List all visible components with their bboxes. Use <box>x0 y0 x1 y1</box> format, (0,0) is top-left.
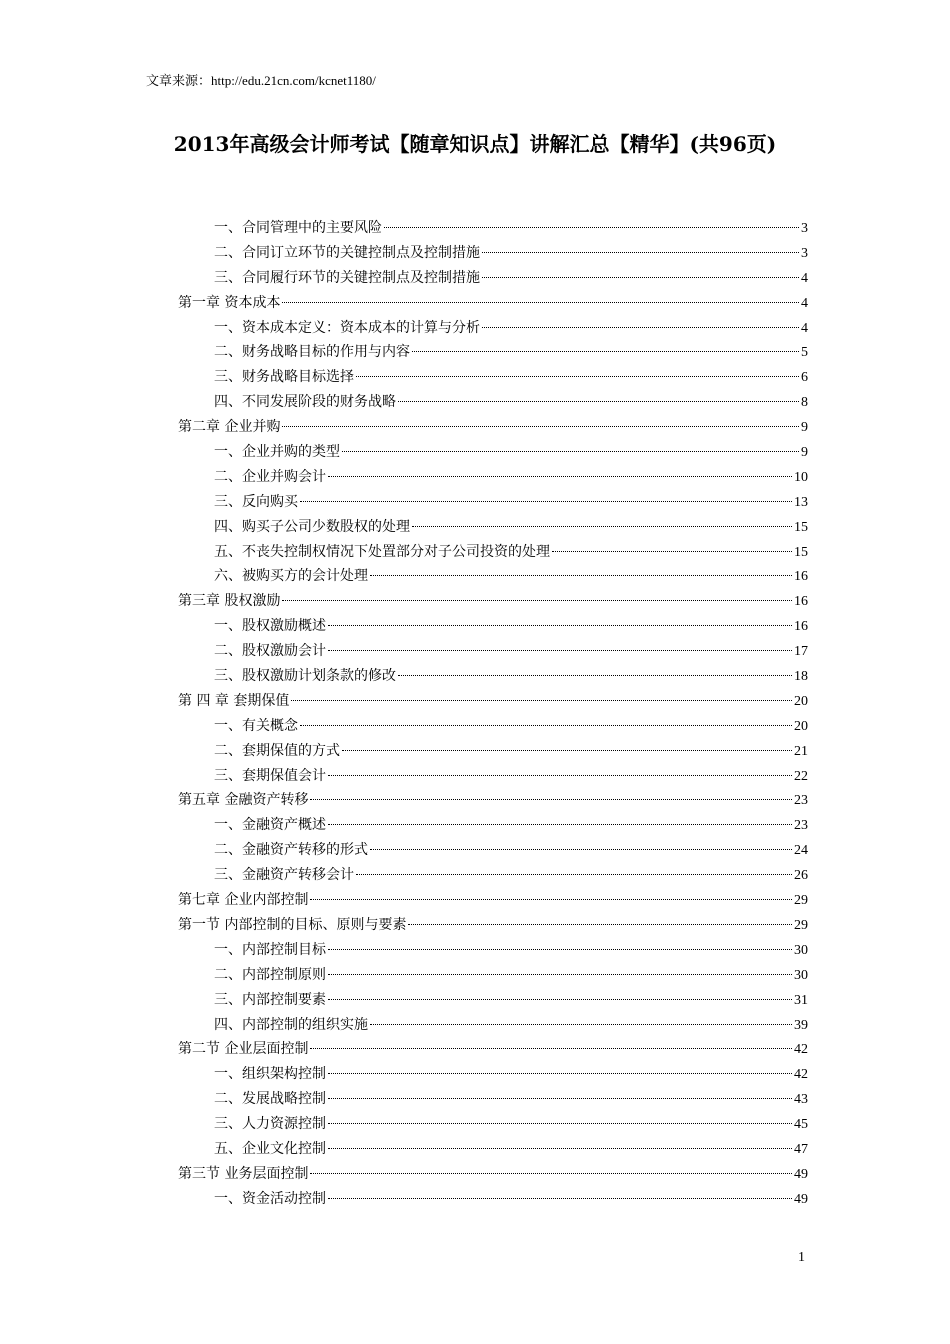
toc-entry-title: 第一章 资本成本 <box>178 294 281 311</box>
toc-dot-leader <box>282 600 792 601</box>
toc-entry[interactable] <box>178 589 808 614</box>
toc-entry-title: 第三章 股权激励 <box>178 593 281 610</box>
toc-entry-page: 5 <box>801 345 808 361</box>
toc-entry[interactable] <box>178 639 808 664</box>
toc-entry[interactable] <box>178 614 808 639</box>
toc-entry[interactable] <box>178 291 808 316</box>
toc-entry-page: 45 <box>794 1117 808 1133</box>
toc-entry-title: 第 四 章 套期保值 <box>178 692 290 709</box>
toc-dot-leader <box>328 476 792 477</box>
toc-entry-title: 三、人力资源控制 <box>214 1116 326 1133</box>
toc-entry-title: 六、被购买方的会计处理 <box>214 568 368 585</box>
toc-entry-title: 二、企业并购会计 <box>214 468 326 485</box>
toc-entry[interactable] <box>178 515 808 540</box>
toc-entry-page: 49 <box>794 1166 808 1182</box>
toc-entry-page: 49 <box>794 1191 808 1207</box>
toc-entry[interactable] <box>178 1137 808 1162</box>
toc-entry[interactable] <box>178 913 808 938</box>
toc-entry-title: 二、内部控制原则 <box>214 966 326 983</box>
toc-entry[interactable] <box>178 838 808 863</box>
toc-entry-page: 42 <box>794 1042 808 1058</box>
toc-dot-leader <box>328 824 792 825</box>
toc-dot-leader <box>310 899 792 900</box>
toc-dot-leader <box>328 1073 792 1074</box>
toc-entry-title: 三、套期保值会计 <box>214 767 326 784</box>
toc-entry[interactable] <box>178 241 808 266</box>
toc-entry-title: 四、内部控制的组织实施 <box>214 1016 368 1033</box>
toc-dot-leader <box>328 625 792 626</box>
toc-entry[interactable] <box>178 1162 808 1187</box>
toc-entry-title: 五、企业文化控制 <box>214 1140 326 1157</box>
toc-entry[interactable] <box>178 813 808 838</box>
toc-entry-page: 13 <box>794 494 808 510</box>
toc-entry-page: 43 <box>794 1092 808 1108</box>
toc-dot-leader <box>412 526 792 527</box>
toc-entry[interactable] <box>178 764 808 789</box>
toc-entry[interactable] <box>178 664 808 689</box>
toc-entry[interactable] <box>178 490 808 515</box>
toc-entry-title: 二、合同订立环节的关键控制点及控制措施 <box>214 244 480 261</box>
toc-dot-leader <box>408 924 792 925</box>
toc-entry-page: 39 <box>794 1017 808 1033</box>
toc-entry[interactable] <box>178 340 808 365</box>
toc-dot-leader <box>398 675 792 676</box>
toc-entry-title: 一、股权激励概述 <box>214 618 326 635</box>
toc-dot-leader <box>552 551 792 552</box>
toc-entry-page: 16 <box>794 619 808 635</box>
toc-dot-leader <box>310 1048 792 1049</box>
toc-dot-leader <box>482 252 799 253</box>
toc-entry-title: 三、金融资产转移会计 <box>214 867 354 884</box>
toc-entry-page: 15 <box>794 544 808 560</box>
toc-dot-leader <box>342 750 792 751</box>
toc-dot-leader <box>370 575 792 576</box>
toc-entry-title: 一、企业并购的类型 <box>214 444 340 461</box>
toc-entry-page: 20 <box>794 693 808 709</box>
toc-entry-page: 16 <box>794 594 808 610</box>
toc-entry[interactable] <box>178 1112 808 1137</box>
toc-entry-page: 8 <box>801 395 808 411</box>
toc-entry[interactable] <box>178 465 808 490</box>
toc-entry-title: 三、内部控制要素 <box>214 991 326 1008</box>
toc-entry-title: 二、金融资产转移的形式 <box>214 842 368 859</box>
toc-entry-title: 第二节 企业层面控制 <box>178 1041 309 1058</box>
toc-entry-title: 五、不丧失控制权情况下处置部分对子公司投资的处理 <box>214 543 550 560</box>
toc-entry-page: 17 <box>794 644 808 660</box>
toc-entry-title: 二、发展战略控制 <box>214 1091 326 1108</box>
toc-dot-leader <box>300 501 792 502</box>
toc-entry[interactable] <box>178 1087 808 1112</box>
toc-entry-page: 15 <box>794 519 808 535</box>
toc-dot-leader <box>356 376 799 377</box>
toc-dot-leader <box>398 401 799 402</box>
toc-entry-title: 二、财务战略目标的作用与内容 <box>214 344 410 361</box>
toc-entry-title: 三、反向购买 <box>214 493 298 510</box>
toc-dot-leader <box>328 974 792 975</box>
toc-entry-title: 第五章 金融资产转移 <box>178 792 309 809</box>
toc-entry-page: 4 <box>801 320 808 336</box>
toc-entry-page: 3 <box>801 221 808 236</box>
toc-entry[interactable] <box>178 1062 808 1087</box>
toc-entry[interactable] <box>178 266 808 291</box>
toc-entry-title: 二、套期保值的方式 <box>214 742 340 759</box>
toc-entry-title: 一、有关概念 <box>214 717 298 734</box>
toc-entry-page: 16 <box>794 569 808 585</box>
toc-entry-page: 6 <box>801 370 808 386</box>
toc-entry[interactable] <box>178 390 808 415</box>
toc-entry[interactable] <box>178 788 808 813</box>
toc-entry-page: 4 <box>801 295 808 311</box>
toc-entry-page: 30 <box>794 967 808 983</box>
toc-entry-title: 第一节 内部控制的目标、原则与要素 <box>178 916 407 933</box>
toc-dot-leader <box>282 426 799 427</box>
toc-entry-title: 三、股权激励计划条款的修改 <box>214 668 396 685</box>
toc-entry-title: 一、资本成本定义：资本成本的计算与分析 <box>214 319 480 336</box>
toc-dot-leader <box>282 302 799 303</box>
toc-dot-leader <box>482 277 799 278</box>
toc-entry-title: 一、金融资产概述 <box>214 817 326 834</box>
toc-entry-page: 47 <box>794 1141 808 1157</box>
toc-dot-leader <box>328 949 792 950</box>
toc-dot-leader <box>356 874 792 875</box>
toc-entry[interactable] <box>178 689 808 714</box>
document-title: 2013年高级会计师考试【随章知识点】讲解汇总【精华】(共96页) <box>173 132 777 156</box>
toc-entry[interactable] <box>178 564 808 589</box>
toc-dot-leader <box>328 999 792 1000</box>
toc-entry[interactable] <box>178 1187 808 1212</box>
toc-entry-page: 23 <box>794 818 808 834</box>
toc-entry-page: 22 <box>794 768 808 784</box>
toc-entry[interactable] <box>178 963 808 988</box>
toc-entry[interactable] <box>178 714 808 739</box>
toc-dot-leader <box>370 849 792 850</box>
toc-entry-page: 21 <box>794 743 808 759</box>
toc-entry-page: 3 <box>801 245 808 261</box>
toc-dot-leader <box>300 725 792 726</box>
toc-entry[interactable] <box>178 216 808 241</box>
toc-entry-page: 42 <box>794 1067 808 1083</box>
toc-entry-page: 9 <box>801 445 808 461</box>
table-of-contents <box>178 216 808 1212</box>
toc-entry-title: 一、合同管理中的主要风险 <box>214 220 382 236</box>
toc-entry[interactable] <box>178 1013 808 1038</box>
page-number: 1 <box>798 1250 805 1265</box>
toc-entry-page: 30 <box>794 942 808 958</box>
toc-entry[interactable] <box>178 938 808 963</box>
toc-dot-leader <box>328 1148 792 1149</box>
toc-entry[interactable] <box>178 540 808 565</box>
toc-entry-title: 三、合同履行环节的关键控制点及控制措施 <box>214 269 480 286</box>
toc-dot-leader <box>328 650 792 651</box>
toc-entry-title: 三、财务战略目标选择 <box>214 369 354 386</box>
toc-entry[interactable] <box>178 739 808 764</box>
toc-entry-page: 26 <box>794 868 808 884</box>
toc-entry[interactable] <box>178 988 808 1013</box>
toc-entry-title: 二、股权激励会计 <box>214 643 326 660</box>
toc-entry[interactable] <box>178 415 808 440</box>
toc-entry[interactable] <box>178 316 808 341</box>
toc-entry-title: 一、内部控制目标 <box>214 941 326 958</box>
toc-entry-page: 29 <box>794 893 808 909</box>
toc-dot-leader <box>328 1198 792 1199</box>
toc-entry-page: 4 <box>801 270 808 286</box>
toc-entry-page: 10 <box>794 469 808 485</box>
toc-entry-title: 第二章 企业并购 <box>178 419 281 436</box>
toc-dot-leader <box>328 1098 792 1099</box>
toc-dot-leader <box>482 327 799 328</box>
toc-entry-page: 31 <box>794 992 808 1008</box>
toc-dot-leader <box>328 1123 792 1124</box>
toc-dot-leader <box>310 1173 792 1174</box>
toc-entry-title: 第三节 业务层面控制 <box>178 1165 309 1182</box>
toc-entry[interactable] <box>178 863 808 888</box>
toc-dot-leader <box>384 227 799 228</box>
toc-entry[interactable] <box>178 365 808 390</box>
toc-entry-page: 23 <box>794 793 808 809</box>
toc-entry-page: 24 <box>794 843 808 859</box>
toc-entry-title: 四、购买子公司少数股权的处理 <box>214 518 410 535</box>
toc-entry-page: 20 <box>794 718 808 734</box>
toc-dot-leader <box>310 799 792 800</box>
toc-entry[interactable] <box>178 1037 808 1062</box>
toc-entry[interactable] <box>178 888 808 913</box>
toc-entry-page: 18 <box>794 669 808 685</box>
toc-dot-leader <box>342 451 799 452</box>
toc-entry-title: 一、组织架构控制 <box>214 1066 326 1083</box>
toc-entry-title: 一、资金活动控制 <box>214 1190 326 1207</box>
toc-entry-page: 9 <box>801 420 808 436</box>
toc-entry[interactable] <box>178 440 808 465</box>
toc-entry-title: 四、不同发展阶段的财务战略 <box>214 394 396 411</box>
toc-dot-leader <box>412 351 799 352</box>
source-line: 文章来源：http://edu.21cn.com/kcnet1180/ <box>146 73 376 88</box>
toc-dot-leader <box>291 700 792 701</box>
toc-entry-title: 第七章 企业内部控制 <box>178 892 309 909</box>
toc-entry-page: 29 <box>794 917 808 933</box>
toc-dot-leader <box>328 775 792 776</box>
toc-dot-leader <box>370 1024 792 1025</box>
